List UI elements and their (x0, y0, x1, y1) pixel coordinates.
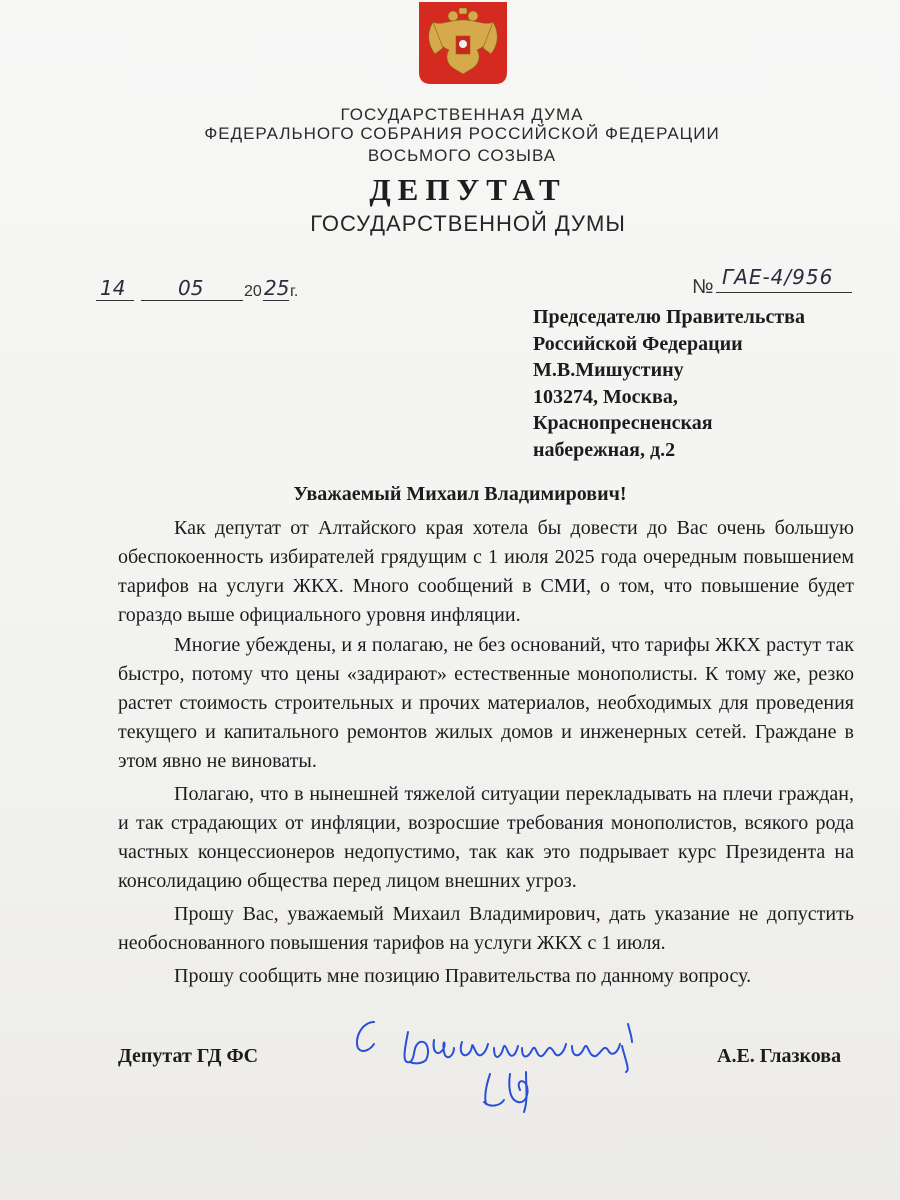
document-subtitle: ГОСУДАРСТВЕННОЙ ДУМЫ (310, 211, 626, 236)
addressee-line: Краснопресненская (533, 412, 713, 434)
date-year-line (263, 279, 289, 301)
header-line-3: ВОСЬМОГО СОЗЫВА (367, 146, 557, 165)
addressee-block (533, 304, 873, 463)
body-paragraph: Многие убеждены, и я полагаю, не без оснований, что тарифы ЖКХ растут так быстро, потому что цены «задирают» естественные монополисты. К тому же, резко растет стоимость строительных и прочих материалов, необходимых для проведения текущего и капитального ремонтов жилых домов и инженерных сетей. Граждане в этом явно не виноваты. (118, 634, 854, 772)
date-year-mark: г. (290, 283, 299, 300)
addressee-line: М.В.Мишустину (533, 359, 684, 381)
signer-name: А.Е. Глазкова (717, 1045, 842, 1067)
document-title: ДЕПУТАТ (369, 172, 567, 207)
signer-position: Депутат ГД ФС (118, 1045, 259, 1067)
date-year-prefix: 20 (244, 283, 262, 300)
date-year-suffix: 25 (264, 276, 290, 300)
header-line-2: ФЕДЕРАЛЬНОГО СОБРАНИЯ РОССИЙСКОЙ ФЕДЕРАЦИИ (204, 124, 720, 143)
body-paragraph: Полагаю, что в нынешней тяжелой ситуации перекладывать на плечи граждан, и так страдающих от инфляции, возросшие требования монополистов, всякого рода частных концессионеров недопустимо, так как это подрывает курс Президента на консолидацию общества перед лицом внешних угроз. (118, 783, 854, 892)
salutation: Уважаемый Михаил Владимирович! (293, 483, 627, 505)
addressee-line: Российской Федерации (533, 332, 743, 355)
addressee-line: 103274, Москва, (533, 385, 678, 408)
addressee-line: Председателю Правительства (533, 306, 805, 328)
body-paragraph: Прошу сообщить мне позицию Правительства по данному вопросу. (174, 965, 752, 987)
date-month: 05 (178, 276, 204, 300)
body-paragraph: Как депутат от Алтайского края хотела бы довести до Вас очень большую обеспокоенность избирателей грядущим с 1 июля 2025 года очередным повышением тарифов на услуги ЖКХ. Много сообщений в СМИ, о том, что повышение будет гораздо выше официального уровня инфляции. (118, 517, 854, 626)
header-line-1: ГОСУДАРСТВЕННАЯ ДУМА (340, 105, 584, 124)
date-day: 14 (100, 276, 126, 300)
addressee-line: набережная, д.2 (533, 438, 676, 461)
handwritten-signature (350, 1012, 680, 1132)
coat-of-arms-emblem (419, 2, 507, 84)
letter-body (118, 514, 854, 991)
number-label: № (692, 276, 714, 298)
body-paragraph: Прошу Вас, уважаемый Михаил Владимирович, дать указание не допустить необоснованного повышения тарифов на услуги ЖКХ с 1 июля. (118, 903, 854, 954)
outgoing-number: ГАЕ-4/956 (722, 265, 834, 289)
